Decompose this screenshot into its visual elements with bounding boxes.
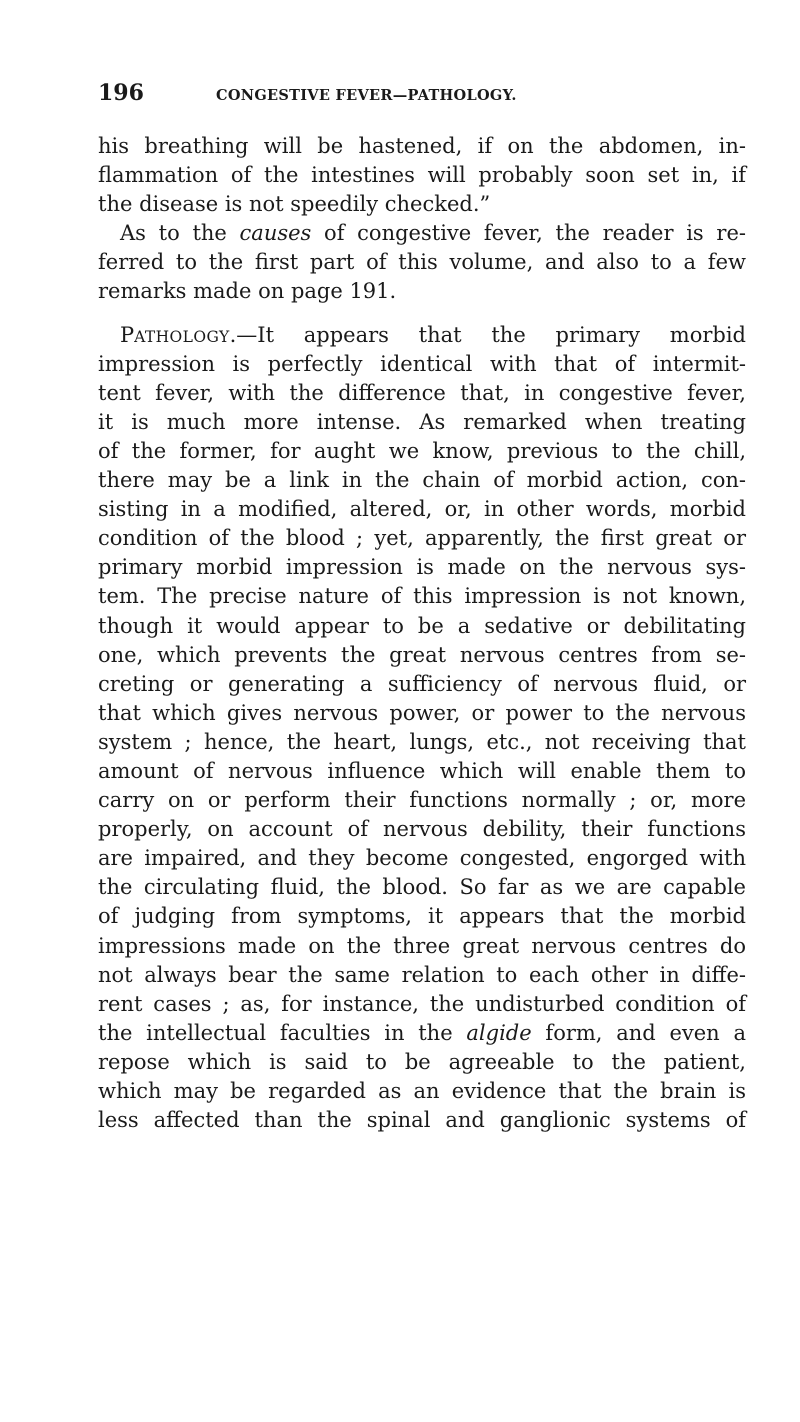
text-line: his breathing will be hastened, if on the abdomen, in- <box>98 134 746 158</box>
text-span: the intellectual faculties in the <box>98 1020 467 1045</box>
text-span: of congestive fever, the reader is re- <box>311 221 746 246</box>
text-line: though it would appear to be a sedative or debilitating <box>98 613 746 638</box>
text-line: of the former, for aught we know, previous to the chill, <box>98 438 746 463</box>
paragraph-pathology <box>98 321 746 1136</box>
text-line: flammation of the intestines will probably soon set in, if <box>98 163 746 188</box>
text-line: condition of the blood ; yet, apparently, the first great or <box>98 526 746 551</box>
text-line: tem. The precise nature of this impression is not known, <box>98 584 746 609</box>
text-line: rent cases ; as, for instance, the undisturbed condition of <box>98 991 746 1016</box>
text-line: sisting in a modified, altered, or, in other words, morbid <box>98 497 746 522</box>
page-number: 196 <box>98 80 144 106</box>
running-head <box>98 80 746 124</box>
text-line: impression is perfectly identical with that of intermit- <box>98 351 746 376</box>
text-span: As to the <box>120 221 240 246</box>
text-line: carry on or perform their functions normally ; or, more <box>98 788 746 813</box>
italic-word: algide <box>466 1020 532 1045</box>
text-line: less affected than the spinal and ganglionic systems of <box>98 1108 746 1133</box>
text-line: repose which is said to be agreeable to the patient, <box>98 1049 746 1074</box>
text-line: the circulating fluid, the blood. So far as we are capable <box>98 875 746 900</box>
paragraph-gap <box>98 307 746 321</box>
text-span: form, and even a <box>531 1020 746 1045</box>
paragraph-continuation <box>98 132 746 219</box>
text-line: amount of nervous influence which will enable them to <box>98 758 746 783</box>
text-line: properly, on account of nervous debility, their functions <box>98 817 746 842</box>
text-line: it is much more intense. As remarked when treating <box>98 409 746 434</box>
text-line: creting or generating a sufficiency of nervous fluid, or <box>98 671 746 696</box>
text-line: one, which prevents the great nervous centres from se- <box>98 642 746 667</box>
text-line: impressions made on the three great nervous centres do <box>98 933 746 958</box>
text-line: there may be a link in the chain of morbid action, con- <box>98 468 746 493</box>
running-title: CONGESTIVE FEVER—PATHOLOGY. <box>216 87 517 104</box>
text-line <box>98 219 746 248</box>
italic-word: causes <box>239 221 312 246</box>
text-line: not always bear the same relation to each other in diffe- <box>98 962 746 987</box>
text-line: ferred to the first part of this volume, and also to a few <box>98 250 746 275</box>
text-line: are impaired, and they become congested, engorged with <box>98 846 746 871</box>
section-heading: PATHOLOGY <box>120 322 230 347</box>
text-line <box>98 1019 746 1048</box>
text-line: primary morbid impression is made on the nervous sys- <box>98 555 746 580</box>
text-line: tent fever, with the difference that, in congestive fever, <box>98 380 746 405</box>
text-line <box>98 321 746 350</box>
text-line: of judging from symptoms, it appears that the morbid <box>98 904 746 929</box>
text-line: system ; hence, the heart, lungs, etc., not receiving that <box>98 729 746 754</box>
text-line: that which gives nervous power, or power to the nervous <box>98 700 746 725</box>
text-line: which may be regarded as an evidence that the brain is <box>98 1079 746 1103</box>
book-page <box>98 80 746 1135</box>
text-span: .—It appears that the primary morbid <box>229 322 746 347</box>
paragraph-causes <box>98 219 746 306</box>
text-line: remarks made on page 191. <box>98 279 397 304</box>
text-line: the disease is not speedily checked.” <box>98 192 491 217</box>
